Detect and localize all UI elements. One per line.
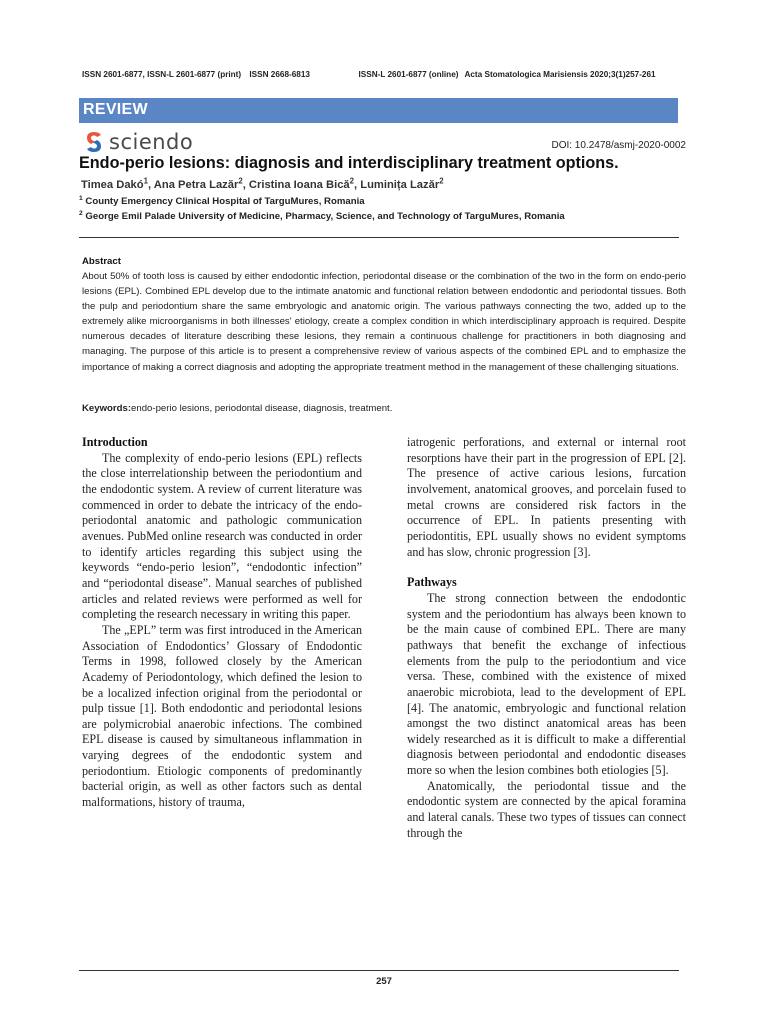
divider-top xyxy=(79,237,679,238)
paragraph: The „EPL” term was first introduced in the American Association of Endodontics’ Glossary of Endodontic Terms in 1998, followed closely by the American Academy of Periodontology, which defined the lesion to be a localized infection original from the periodontal or pulp tissue [1]. Both endodontic and periodontal lesions are polymicrobial anaerobic infections. The combined EPL disease is caused by simultaneous inflammation in varying degrees of the endodontic system and periodontium. Etiologic components of predominantly bacterial origin, as well as other factors such as dental malformations, history of trauma, xyxy=(82,622,362,810)
author-list: Timea Dakó$^1$, Ana Petra Lazăr$^2$, Cristina Ioana Bică$^2$, Luminița Lazăr$^2$ xyxy=(81,176,444,191)
abstract-text: About 50% of tooth loss is caused by either endodontic infection, periodontal disease or the combination of the two in the form on endo-perio lesions (EPL). Combined EPL develop due to the intimate anatomic and functional relation between endodontic and periodontal tissues. Both the pulp and periodontium share the same embryologic and anatomic origin. The various pathways connecting the two, added up to the extremely alike microorganisms in both illnesses' etiology, create a complex condition in which interdisciplinary approach is required. Despite numerous decades of literature describing these lesions, they remain a continuous challenge for practitioners in both diagnosing and managing. The purpose of this article is to present a comprehensive review of various aspects of the combined EPL and to emphasize the importance of making a correct diagnosis and adopting the appropriate treatment method in the management of these challenging situations. xyxy=(82,271,686,373)
issn-print-2: ISSN 2668-6813 xyxy=(249,70,310,79)
author-affiliation-mark: 2 xyxy=(349,176,355,186)
body-column-left xyxy=(82,435,362,811)
journal-header xyxy=(82,70,682,79)
section-heading-introduction: Introduction xyxy=(82,435,148,449)
keywords-list: endo-perio lesions, periodontal disease, diagnosis, treatment. xyxy=(131,403,393,414)
issn-print: ISSN 2601-6877, ISSN-L 2601-6877 (print) xyxy=(82,70,242,79)
affiliation-number: 2 xyxy=(79,209,83,217)
paragraph: The complexity of endo-perio lesions (EPL) reflects the close interrelationship between the periodontium and the endodontic system. A review of current literature was commenced in order to debate the intricacy of the endo-periodontal anatomic and pathologic communication avenues. PubMed online research was conducted in order to identify articles regarding this subject using the keywords “endo-perio lesion”, “endodontic infection” and “periodontal disease”. Manual searches of published articles and related reviews were performed as well for completing the research necessary in writing this paper. xyxy=(82,450,362,622)
affiliation-2 xyxy=(79,211,565,222)
keywords-label: Keywords: xyxy=(82,403,132,414)
affiliation-text: George Emil Palade University of Medicine, Pharmacy, Science, and Technology of TarguMures, Romania xyxy=(85,211,565,222)
page-number: 257 xyxy=(376,976,392,987)
divider-bottom xyxy=(79,970,679,971)
author-name[interactable]: Cristina Ioana Bică xyxy=(248,179,350,191)
article-title: Endo-perio lesions: diagnosis and interdisciplinary treatment options. xyxy=(79,154,619,172)
issn-online: ISSN-L 2601-6877 (online) xyxy=(358,70,459,79)
journal-name: Acta Stomatologica Marisiensis 2020;3(1)257-261 xyxy=(464,70,656,79)
affiliation-text: County Emergency Clinical Hospital of TarguMures, Romania xyxy=(85,196,365,207)
body-column-right xyxy=(407,435,686,841)
publisher-name: sciendo xyxy=(109,130,194,154)
author-name[interactable]: Timea Dakó xyxy=(81,179,144,191)
review-banner: REVIEW xyxy=(79,98,678,123)
author-name[interactable]: Ana Petra Lazăr xyxy=(153,179,239,191)
doi[interactable]: DOI: 10.2478/asmj-2020-0002 xyxy=(551,140,686,151)
paragraph: The strong connection between the endodontic system and the periodontium has always been known to be the main cause of combined EPL. There are many pathways that benefit the exchange of infectious elements from the pulp to the periodontium and vice versa. These, combined with the existence of mixed anaerobic microbiota, lead to the development of EPL [4]. The anatomic, embryologic and functional relation amongst the two distinct anatomical areas has been widely researched as it is difficult to make a differential diagnosis between periodontal and endodontic diseases more so when the lesion combines both etiologies [5]. xyxy=(407,590,686,778)
paragraph: iatrogenic perforations, and external or internal root resorptions have their part in the progression of EPL [2]. The presence of active carious lesions, furcation involvement, anatomical grooves, and porcelain fused to metal crowns are considered risk factors in the occurrence of EPL. In patients presenting with periodontitis, EPL usually shows no evident symptoms and has slow, chronic progression [3]. xyxy=(407,435,686,559)
publisher-logo[interactable] xyxy=(83,129,193,155)
keywords xyxy=(82,403,392,414)
paragraph: Anatomically, the periodontal tissue and the endodontic system are connected by the apical foramina and lateral canals. These two types of tissues can connect through the xyxy=(407,778,686,840)
author-name[interactable]: Luminița Lazăr xyxy=(360,179,440,191)
author-affiliation-mark: 2 xyxy=(238,176,243,186)
abstract-heading: Abstract xyxy=(82,256,121,267)
author-affiliation-mark: 2 xyxy=(439,176,444,186)
section-heading-pathways: Pathways xyxy=(407,575,457,590)
author-affiliation-mark: 1 xyxy=(143,176,148,186)
affiliation-number: 1 xyxy=(79,194,83,202)
affiliation-1 xyxy=(79,196,365,207)
sciendo-logo-icon xyxy=(83,130,105,154)
